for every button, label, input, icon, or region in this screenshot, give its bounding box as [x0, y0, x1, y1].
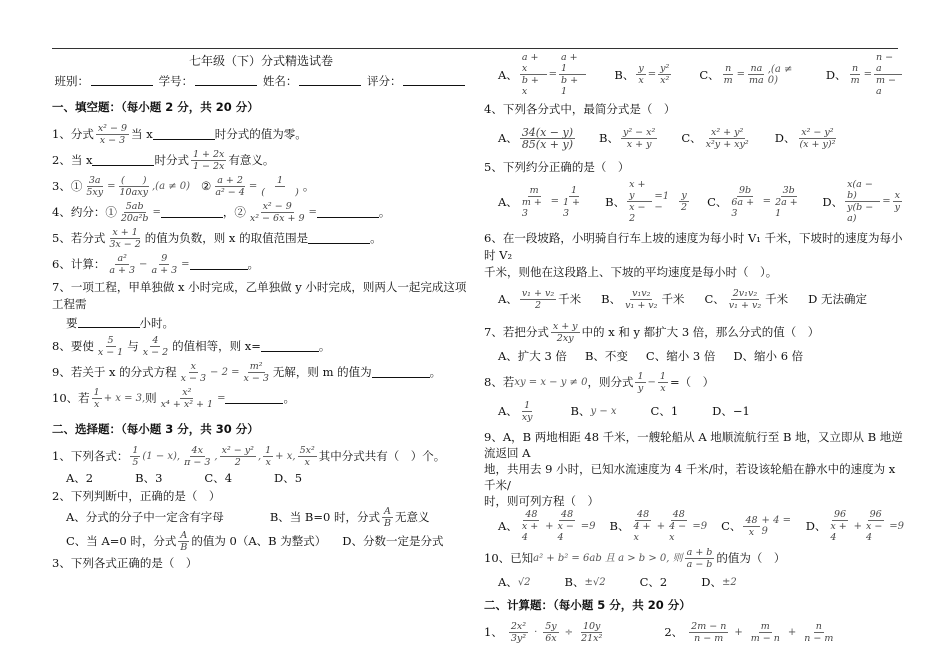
- formula: 1 y: [637, 370, 644, 394]
- option-a[interactable]: A、 34(x − y) 85(x + y): [498, 125, 574, 151]
- formula: $\frac{n}{n - m}$: [804, 620, 834, 644]
- option-c[interactable]: C、缩小 3 倍: [645, 349, 716, 363]
- s1-q4: 4、约分：① $\frac{5ab}{\text{20a²b}}$ = ，② $\frac{\text{x² − 9}}{\text{x² − 6x + 9}}$ = 。: [52, 200, 391, 224]
- option-a[interactable]: A、扩大 3 倍: [498, 349, 567, 363]
- option-b[interactable]: B、3: [135, 471, 163, 485]
- option-b[interactable]: B、 y − x: [570, 404, 617, 418]
- formula: 2m − n n − m: [691, 620, 727, 644]
- s1-q8: 8、要使 5 x − 1 与 4 x − 2 的值相等，则 x= 。: [52, 334, 331, 358]
- option-d[interactable]: D、 ±2: [701, 575, 737, 589]
- formula: $\frac{\text{x²}}{\text{x⁴ + x² + 1}}$: [160, 386, 214, 410]
- s2-q2-stem: 2、下列判断中，正确的是（ ）: [52, 489, 221, 503]
- formula: 4 x − 2: [142, 334, 169, 358]
- s1-q6: 6、计算： a² a + 3 − $\frac{9}{a + 3}$ = 。: [52, 252, 260, 276]
- s2-q9-options: [484, 509, 904, 543]
- formula: 1 5: [132, 444, 139, 468]
- s2-q1-options: [52, 469, 470, 487]
- section1-title: 一、填空题：（每小题 2 分，共 20 分）: [52, 100, 259, 114]
- option-d[interactable]: D、 $\frac{x(a - b)}{y(b - a)}$ = $\frac{x}{y}$: [822, 179, 900, 224]
- s2-q3-stem: 3、下列各式正确的是（ ）: [52, 556, 198, 570]
- s2-q2-row2: [52, 529, 470, 553]
- answer-blank[interactable]: [161, 206, 223, 218]
- name-field[interactable]: [299, 74, 361, 86]
- option-a[interactable]: A、 1 xy: [498, 399, 533, 423]
- option-d[interactable]: D、−1: [712, 404, 750, 418]
- option-b[interactable]: B、 48 4 + x + $\frac{48}{4 - x}$ =9: [609, 509, 708, 543]
- formula: x² − y² 2: [221, 444, 254, 468]
- answer-blank[interactable]: [92, 154, 154, 166]
- s2-q10-options: [484, 573, 904, 591]
- answer-blank[interactable]: [153, 128, 215, 140]
- s2-q6-options: [484, 281, 904, 317]
- s2-q9-stem: 9、A，B 两地相距 48 千米，一艘轮船从 A 地顺流航行至 B 地，又立即从 B 地逆流返回 A 地，共用去 9 小时，已知水流速度为 4 千米/时，若设该轮船在静水中的速度为 x 千米/ 时，则可列方程（ ）: [484, 430, 903, 508]
- exam-meta: 班别： 学号： 姓名： 评分：: [52, 73, 470, 89]
- s2-q8-stem: 8、若 xy = x − y ≠ 0 ，则分式 1 y − $\frac{1}{x}$ =（ ）: [484, 370, 715, 394]
- s2-q6-stem: 6、在一段坡路，小明骑自行车上坡的速度为每小时 V₁ 千米，下坡时的速度为每小时 V₂ 千米，则他在这段路上、下坡的平均速度是每小时（ ）。: [484, 231, 903, 279]
- answer-blank[interactable]: [317, 206, 379, 218]
- formula: $\frac{a + 2}{\text{a² − 4}}$: [215, 174, 245, 198]
- s1-q3: 3、① $\frac{3a}{5xy}$ = ( ) 10axy ,(a ≠ 0) ② $\frac{a + 2}{\text{a² − 4}}$ = 1 ( ) 。: [52, 174, 315, 198]
- calc-problems: 1、 2x² 3y² · $\frac{5y}{6x}$ ÷ $\frac{10y}{\text{21x²}}$ 2、 2m − n n − m + $\frac{m}{m - n}$ + $\frac{n}{n - m}$: [484, 620, 834, 644]
- formula: $\frac{m}{m - n}$: [750, 620, 780, 644]
- formula: x² − 9 x − 3: [97, 122, 128, 146]
- option-b[interactable]: B、当 B=0 时，分式 A B 无意义: [269, 505, 430, 529]
- formula: $\frac{9}{a + 3}$: [151, 252, 178, 276]
- s1-q10: 10、若 1 x + x = 3, 则 $\frac{\text{x²}}{\text{x⁴ + x² + 1}}$ = 。: [52, 386, 295, 410]
- option-b[interactable]: B、 $\frac{x + y}{x - 2}$ =1 − $\frac{y}{2}$: [605, 179, 688, 224]
- answer-blank[interactable]: [308, 232, 370, 244]
- option-c[interactable]: C、4: [204, 471, 233, 485]
- formula: a² a + 3: [109, 252, 136, 276]
- option-c[interactable]: C、 2v₁v₂ v₁ + v₂ 千米: [704, 287, 789, 311]
- formula: x + y 2xy: [552, 320, 578, 344]
- formula: 1 x: [265, 444, 272, 468]
- option-c[interactable]: C、1: [650, 404, 679, 418]
- option-b[interactable]: B、 v₁v₂ v₁ + v₂ 千米: [601, 287, 685, 311]
- option-a[interactable]: A、 48 x + 4 + $\frac{48}{x - 4}$ =9: [498, 509, 596, 543]
- option-a[interactable]: A、 $\frac{m}{m + 3}$ = $\frac{1}{1 + 3}$: [498, 184, 580, 219]
- option-d[interactable]: D、分数一定是分式: [342, 534, 444, 548]
- s2-q8-options: [484, 397, 904, 425]
- option-c[interactable]: C、2: [639, 575, 668, 589]
- formula: $\frac{1}{x}$: [659, 370, 666, 394]
- s2-q5-options: [484, 179, 904, 224]
- formula: $\frac{5ab}{\text{20a²b}}$: [120, 200, 149, 224]
- left-column: [52, 52, 470, 573]
- option-a[interactable]: A、 v₁ + v₂ 2 千米: [498, 287, 582, 311]
- s1-q2: 2、当 x 时分式 1 + 2x 1 − 2x 有意义。: [52, 148, 275, 172]
- option-c[interactable]: C、 48 x + 4 = 9: [721, 514, 792, 538]
- class-field[interactable]: [91, 74, 153, 86]
- option-d[interactable]: D、缩小 6 倍: [733, 349, 804, 363]
- formula: $\frac{10y}{\text{21x²}}$: [581, 620, 603, 644]
- answer-blank[interactable]: [78, 316, 140, 328]
- answer-blank[interactable]: [225, 392, 283, 404]
- option-a[interactable]: A、 $\frac{a + x}{b + x}$ = $\frac{a + 1}{b + 1}$: [498, 52, 588, 97]
- formula: $\frac{\text{m²}}{x - 3}$: [243, 360, 269, 384]
- answer-blank[interactable]: [261, 340, 319, 352]
- option-b[interactable]: B、 y² − x² x + y: [599, 126, 656, 150]
- s2-q5-stem: 5、下列约分正确的是（ ）: [484, 160, 630, 174]
- formula: ( ) 10axy: [119, 174, 148, 198]
- s2-q7-stem: 7、若把分式 x + y 2xy 中的 x 和 y 都扩大 3 倍，那么分式的值（ ）: [484, 320, 820, 344]
- formula: a + b a − b: [686, 546, 713, 570]
- option-d[interactable]: D、 x² − y² (x + y)²: [774, 126, 836, 150]
- s2-q2-row1: [52, 505, 470, 529]
- option-b[interactable]: B、 $\frac{y}{x}$ = $\frac{\text{y²}}{\text{x²}}$: [614, 63, 670, 86]
- section2-title: 二、选择题：（每小题 3 分，共 30 分）: [52, 422, 259, 436]
- option-d[interactable]: D 无法确定: [808, 292, 868, 306]
- option-b[interactable]: B、不变: [584, 349, 628, 363]
- option-a[interactable]: A、分式的分子中一定含有字母: [66, 510, 224, 524]
- option-a[interactable]: A、2: [66, 471, 94, 485]
- s2-q3-options: [484, 52, 904, 97]
- option-c[interactable]: C、 $\frac{n}{m}$ = $\frac{na}{ma}$ ,(a ≠ 0): [699, 63, 793, 86]
- formula: 5 x − 1: [97, 334, 124, 358]
- s1-q7: 7、一项工程，甲单独做 x 小时完成，乙单独做 y 小时完成，则两人一起完成这项工程需 要 小时。: [52, 280, 467, 330]
- formula: $\frac{\text{x² − 9}}{\text{x² − 6x + 9}}$: [249, 200, 305, 224]
- right-column: [484, 52, 904, 645]
- formula: $\frac{3a}{5xy}$: [86, 174, 104, 198]
- answer-blank[interactable]: [190, 258, 248, 270]
- id-field[interactable]: [195, 74, 257, 86]
- s2-q4-stem: 4、下列各分式中，最简分式是（ ）: [484, 102, 676, 116]
- answer-blank[interactable]: [372, 366, 430, 378]
- s2-q7-options: [484, 347, 904, 365]
- s2-q4-options: [484, 121, 904, 155]
- formula: 1 ( ): [261, 174, 299, 198]
- option-a[interactable]: A、 √2: [498, 575, 531, 589]
- score-field[interactable]: [403, 74, 465, 86]
- option-c[interactable]: C、 $\frac{9b}{6a + 3}$ = $\frac{3b}{2a + 1}$: [707, 184, 798, 219]
- s1-q9: 9、若关于 x 的分式方程 x x − 3 − 2 = $\frac{\text{m²}}{x - 3}$ 无解，则 m 的值为 。: [52, 360, 442, 384]
- formula: x + 1 3x − 2: [109, 226, 141, 250]
- option-c[interactable]: C、 x² + y² x²y + xy²: [681, 126, 749, 150]
- option-d[interactable]: D、 $\frac{n}{m}$ = $\frac{n - a}{m - a}$: [826, 52, 904, 97]
- s1-q5: 5、若分式 x + 1 3x − 2 的值为负数，则 x 的取值范围是 。: [52, 226, 382, 250]
- calc-section-title: 二、计算题：（每小题 5 分，共 20 分）: [484, 598, 691, 612]
- option-d[interactable]: D、 96 x + 4 + $\frac{96}{x - 4}$ =9: [805, 509, 904, 543]
- option-c[interactable]: C、当 A=0 时，分式 A B 的值为 0（A、B 为整式）: [66, 529, 327, 553]
- formula: 1 x: [93, 386, 100, 410]
- exam-title: 七年级（下）分式精选试卷: [188, 54, 333, 68]
- formula: 5x² x: [299, 444, 315, 468]
- formula: 2x² 3y²: [510, 620, 527, 644]
- formula: $\frac{5y}{6x}$: [545, 620, 557, 644]
- formula: x x − 3: [180, 360, 207, 384]
- s2-q1: 1、下列各式： 1 5 (1 − x), 4x π − 3 , x² − y² 2 , 1 x + x, 5x² x 其中分式共有（ ）个。: [52, 444, 446, 468]
- formula: 4x π − 3: [184, 444, 211, 468]
- top-rule: [52, 48, 898, 49]
- option-b[interactable]: B、 ±√2: [564, 575, 606, 589]
- s2-q10-stem: 10、已知 a² + b² = 6ab 且 a > b > 0, 则 a + b a − b 的值为（ ）: [484, 546, 786, 570]
- option-d[interactable]: D、5: [274, 471, 303, 485]
- s1-q1: 1、分式 x² − 9 x − 3 当 x 时分式的值为零。: [52, 122, 307, 146]
- formula: 1 + 2x 1 − 2x: [192, 148, 225, 172]
